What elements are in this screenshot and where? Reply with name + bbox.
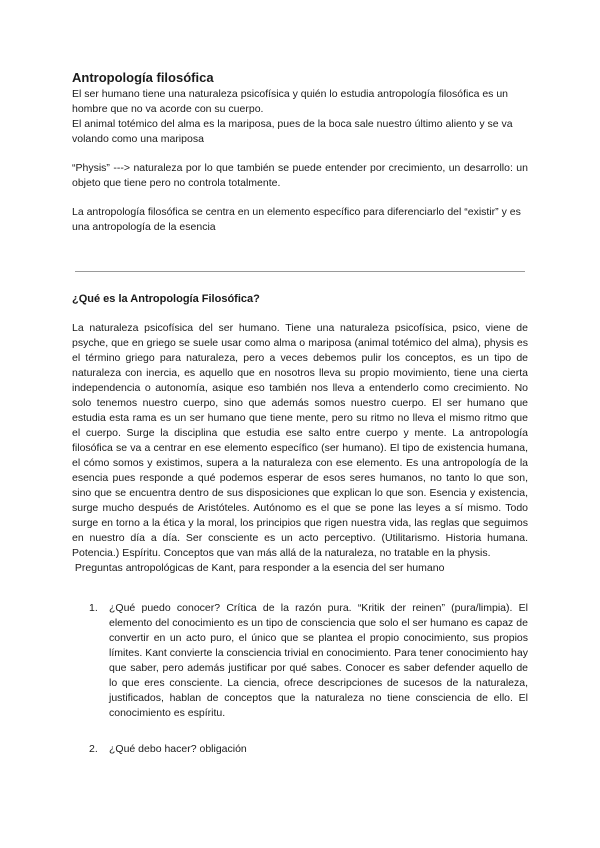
intro-paragraph-physis: “Physis” ---> naturaleza por lo que también se puede entender por crecimiento, un desarrollo: un objeto que tiene pero no controla totalmente. bbox=[72, 162, 528, 189]
section-body: La naturaleza psicofísica del ser humano. Tiene una naturaleza psicofísica, psico, viene de psyche, que en griego se suele usar como alma o mariposa (animal totémico del alma), physis es el término griego para naturaleza, pero a veces debemos pulir los conceptos, es un tipo de naturaleza con inercia, es aquello que en nosotros lleva su propio movimiento, tiene una cierta independencia o autonomía, asique eso también nos lleva a entenderlo como crecimiento. No solo tenemos nuestro cuerpo, sino que además somos nuestro cuerpo. El ser humano que estudia esta rama es un ser humano que tiene mente, pero su ritmo no lleva el mismo ritmo que el cuerpo. Surge la disciplina que estudia ese salto entre cuerpo y mente. La antropología filosófica se va a centrar en ese elemento específico (ser humano). El tipo de existencia humana, el cómo somos y existimos, supera a la naturaleza con ese elemento. Es una antropología de la esencia pues responde a qué podemos esperar de esos seres humanos, no tanto lo que son, sino que se encuentra dentro de sus disposiciones que explican lo que son. Esencia y existencia, surge mucho después de Aristóteles. Autónomo es el que se pone las leyes a sí mismo. Todo surge en torno a la ética y la moral, los principios que rigen nuestra vida, las reglas que seguimos en nuestro día a día. Ser consciente es un acto perceptivo. (Utilitarismo. Historia humana. Potencia.) Espíritu. Conceptos que van más allá de la naturaleza, no tratable en la physis. bbox=[72, 322, 528, 559]
kant-questions-intro: Preguntas antropológicas de Kant, para responder a la esencia del ser humano bbox=[72, 562, 445, 574]
intro-paragraph-2: El animal totémico del alma es la mariposa, pues de la boca sale nuestro último aliento y se va volando como una mariposa bbox=[72, 118, 513, 145]
list-item-text: ¿Qué puedo conocer? Crítica de la razón pura. “Kritik der reinen” (pura/limpia). El elemento del conocimiento es un tipo de consciencia que solo el ser humano es capaz de convertir en un acto puro, el único que se plantea el propio conocimiento, sus propios límites. Kant convierte la consciencia trivial en conocimiento. Para tener conocimiento hay que saber, pero además justificar por qué sabes. Conocer es saber defender aquello de lo que eres consciente. La ciencia, ofrece descripciones de sucesos de la naturaleza, justificados, hablan de conceptos que la naturaleza no tiene consciencia de ello. El conocimiento es espíritu. bbox=[109, 602, 528, 719]
kant-questions-list bbox=[72, 601, 528, 757]
intro-section bbox=[72, 70, 528, 235]
section-heading: ¿Qué es la Antropología Filosófica? bbox=[72, 293, 260, 305]
list-item-number: 1. bbox=[89, 602, 98, 614]
section-what-is bbox=[72, 292, 528, 576]
intro-paragraph-esencia: La antropología filosófica se centra en un elemento específico para diferenciarlo del “existir” y es una antropología de la esencia bbox=[72, 206, 521, 233]
list-item-number: 2. bbox=[89, 743, 98, 755]
list-item bbox=[72, 742, 528, 757]
intro-paragraph-1: El ser humano tiene una naturaleza psicofísica y quién lo estudia antropología filosófica es un hombre que no va acorde con su cuerpo. bbox=[72, 88, 509, 115]
horizontal-divider bbox=[75, 271, 525, 272]
document-title: Antropología filosófica bbox=[72, 70, 214, 85]
list-item bbox=[72, 601, 528, 721]
list-item-text: ¿Qué debo hacer? obligación bbox=[109, 743, 247, 755]
